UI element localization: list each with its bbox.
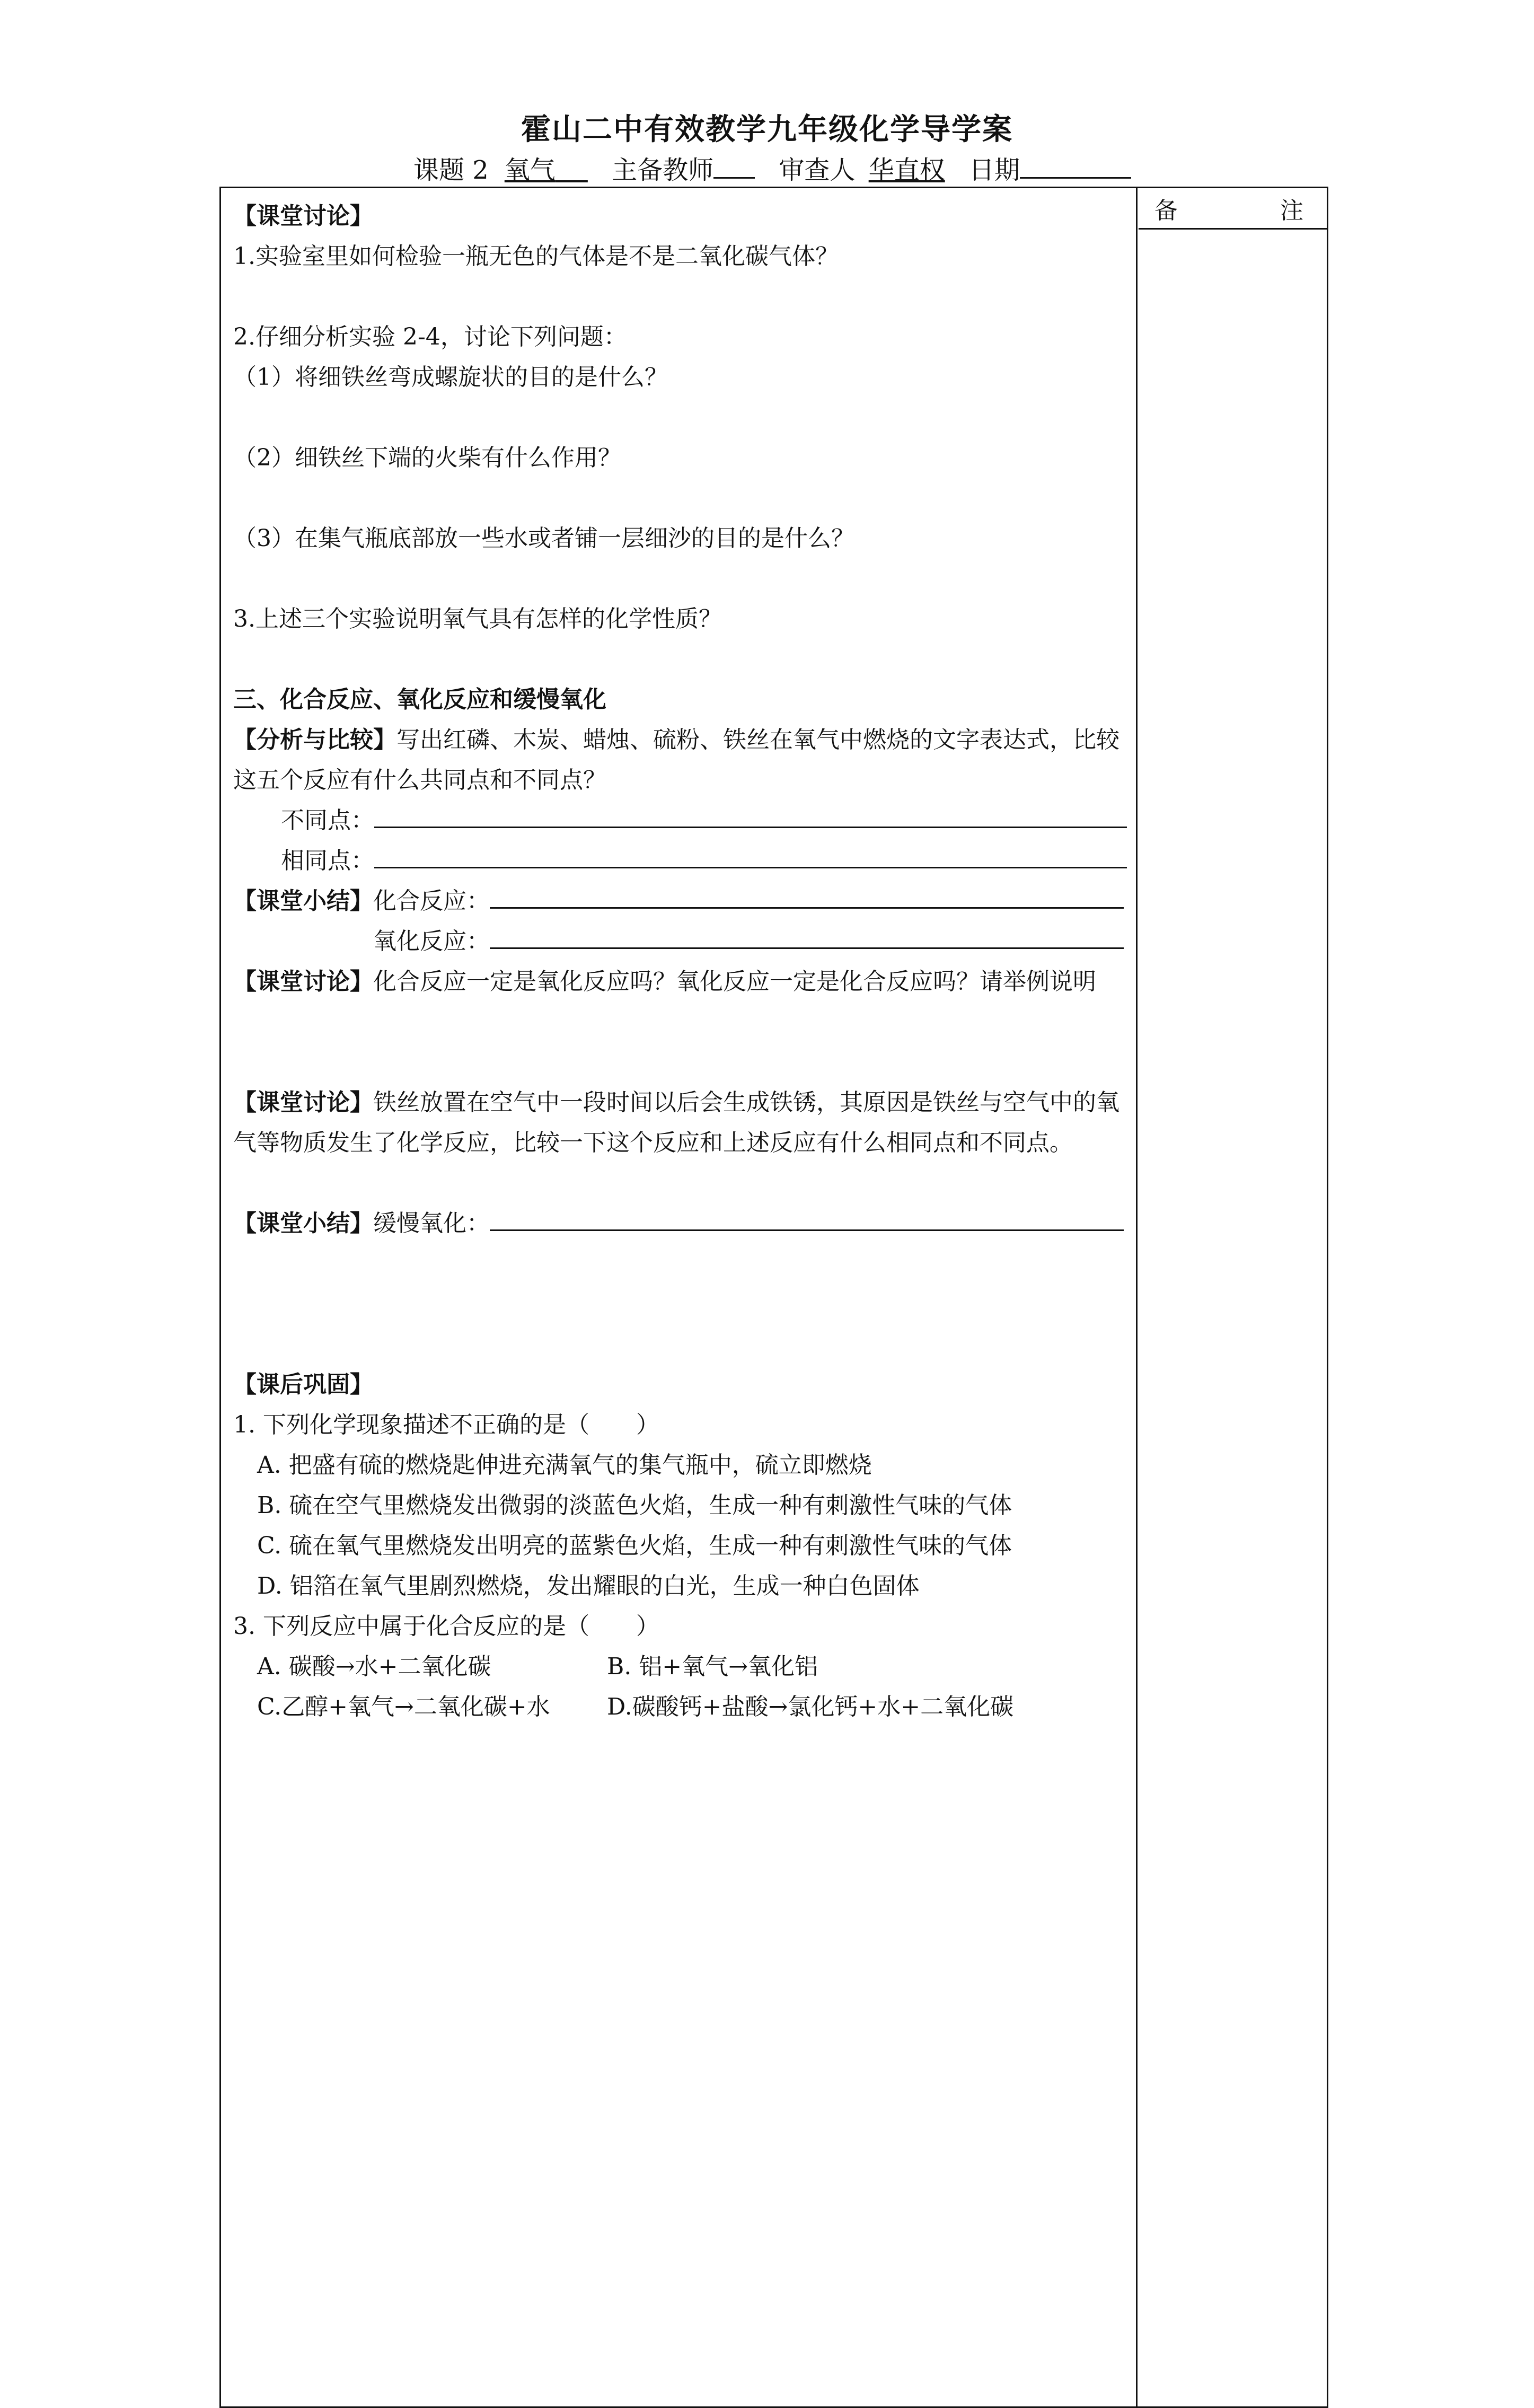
worksheet-content	[233, 196, 1129, 1727]
discussion-3-line-1	[233, 1083, 1129, 1123]
question-1: 1.实验室里如何检验一瓶无色的气体是不是二氧化碳气体？	[233, 243, 839, 270]
analysis-text-2: 这五个反应有什么共同点和不同点？	[233, 767, 606, 794]
after-class-title: 【课后巩固】	[233, 1371, 373, 1398]
exercise-1-option-c: C. 硫在氧气里燃烧发出明亮的蓝紫色火焰，生成一种有刺激性气味的气体	[257, 1532, 1012, 1559]
discussion-2-label: 【课堂讨论】	[233, 968, 373, 995]
date-label: 日期	[968, 155, 1020, 185]
notes-header-char-1: 备	[1154, 197, 1178, 224]
difference-label: 不同点：	[281, 807, 374, 834]
analysis-text-1: 写出红磷、木炭、蜡烛、硫粉、铁丝在氧气中燃烧的文字表达式，比较	[396, 726, 1119, 753]
exercise-1-option-d: D. 铝箔在氧气里剧烈燃烧，发出耀眼的白光，生成一种白色固体	[257, 1572, 920, 1600]
topic-value: 氧气	[504, 155, 556, 185]
oxidation-row	[233, 921, 1129, 962]
reviewer-value: 华直权	[868, 155, 945, 185]
exercise-3-option-c: C.乙醇+氧气→二氧化碳+水	[257, 1693, 550, 1720]
slow-oxidation-label: 缓慢氧化：	[373, 1210, 490, 1237]
teacher-blank[interactable]	[713, 156, 755, 179]
exercise-3: 3. 下列反应中属于化合反应的是（ ）	[233, 1613, 659, 1640]
teacher-label: 主备教师	[612, 155, 714, 185]
exercise-3-options-row-2	[233, 1687, 1129, 1727]
analysis-line-1	[233, 720, 1129, 760]
exercise-3-options-row-1	[233, 1647, 1129, 1687]
exercise-3-option-b: B. 铝+氧气→氧化铝	[607, 1653, 818, 1680]
oxidation-blank[interactable]	[490, 922, 1124, 949]
question-2: 2.仔细分析实验 2-4，讨论下列问题：	[233, 323, 627, 350]
notes-header-char-2: 注	[1280, 197, 1303, 224]
similarity-blank[interactable]	[374, 841, 1127, 868]
question-2-3: （3）在集气瓶底部放一些水或者铺一层细沙的目的是什么？	[233, 525, 854, 552]
section-3-title: 三、化合反应、氧化反应和缓慢氧化	[233, 686, 606, 713]
oxidation-label: 氧化反应：	[373, 928, 490, 955]
analysis-label: 【分析与比较】	[233, 726, 396, 753]
question-2-2: （2）细铁丝下端的火柴有什么作用？	[233, 444, 621, 471]
discussion-2	[233, 962, 1129, 1002]
similarity-row	[233, 841, 1129, 881]
notes-column-header	[1139, 188, 1327, 230]
exercise-1-option-b: B. 硫在空气里燃烧发出微弱的淡蓝色火焰，生成一种有刺激性气味的气体	[257, 1492, 1012, 1519]
exercise-3-option-a: A. 碳酸→水+二氧化碳	[257, 1653, 491, 1680]
reviewer-label: 审查人	[779, 155, 856, 185]
difference-row	[233, 801, 1129, 841]
discussion-3-text-2: 气等物质发生了化学反应，比较一下这个反应和上述反应有什么相同点和不同点。	[233, 1129, 1073, 1156]
difference-blank[interactable]	[374, 801, 1127, 828]
lesson-info-line	[413, 150, 1131, 186]
summary-label: 【课堂小结】	[233, 887, 373, 915]
topic-label: 课题 2	[413, 155, 489, 185]
exercise-1: 1. 下列化学现象描述不正确的是（ ）	[233, 1411, 659, 1438]
similarity-label: 相同点：	[281, 847, 374, 874]
discussion-3-label: 【课堂讨论】	[233, 1089, 373, 1116]
question-2-1: （1）将细铁丝弯成螺旋状的目的是什么？	[233, 364, 668, 391]
question-3: 3.上述三个实验说明氧气具有怎样的化学性质？	[233, 605, 722, 632]
discussion-3-text-1: 铁丝放置在空气中一段时间以后会生成铁锈，其原因是铁丝与空气中的氧	[373, 1089, 1119, 1116]
discussion-title: 【课堂讨论】	[233, 203, 373, 230]
discussion-2-text: 化合反应一定是氧化反应吗？氧化反应一定是化合反应吗？请举例说明	[373, 968, 1096, 995]
combination-label: 化合反应：	[373, 887, 490, 915]
slow-oxidation-blank[interactable]	[490, 1204, 1124, 1231]
page-title: 霍山二中有效教学九年级化学导学案	[521, 112, 1013, 147]
combination-row	[233, 881, 1129, 921]
combination-blank[interactable]	[490, 882, 1124, 909]
exercise-1-option-a: A. 把盛有硫的燃烧匙伸进充满氧气的集气瓶中，硫立即燃烧	[257, 1452, 872, 1479]
summary-2-label: 【课堂小结】	[233, 1210, 373, 1237]
slow-oxidation-row	[233, 1203, 1129, 1244]
date-blank[interactable]	[1020, 156, 1131, 179]
exercise-3-option-d: D.碳酸钙+盐酸→氯化钙+水+二氧化碳	[607, 1693, 1014, 1720]
